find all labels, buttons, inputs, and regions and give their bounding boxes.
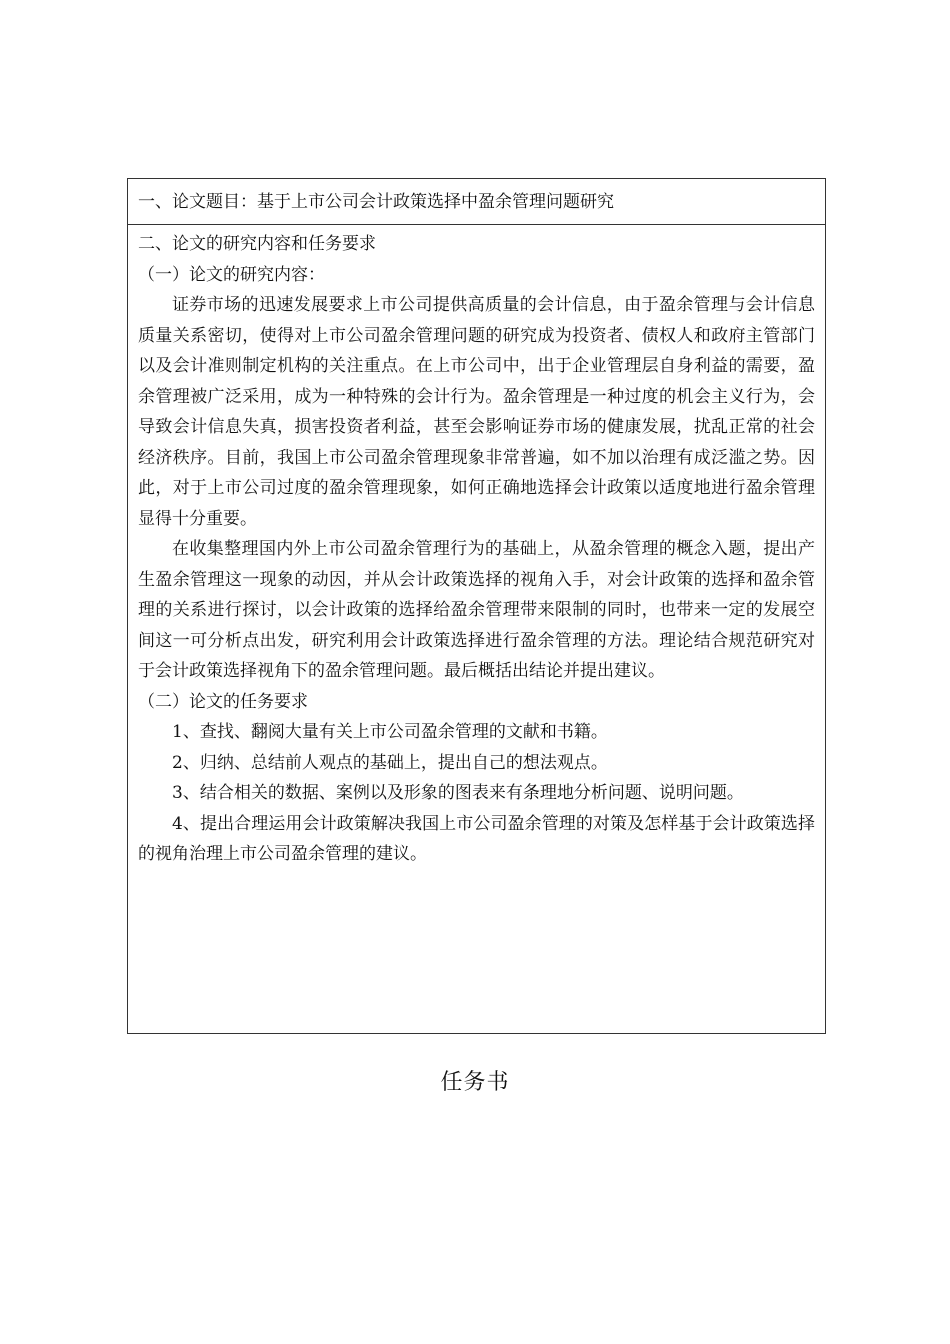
section-heading: 二、论文的研究内容和任务要求	[138, 234, 376, 254]
research-paragraph-1: 证券市场的迅速发展要求上市公司提供高质量的会计信息，由于盈余管理与会计信息质量关系密切，使得对上市公司盈余管理问题的研究成为投资者、债权人和政府主管部门以及会计准则制定机构的关注重点。在上市公司中，出于企业管理层自身利益的需要，盈余管理被广泛采用，成为一种特殊的会计行为。盈余管理是一种过度的机会主义行为，会导致会计信息失真，损害投资者利益，甚至会影响证券市场的健康发展，扰乱正常的社会经济秩序。目前，我国上市公司盈余管理现象非常普遍，如不加以治理有成泛滥之势。因此，对于上市公司过度的盈余管理现象，如何正确地选择会计政策以适度地进行盈余管理显得十分重要。	[138, 295, 815, 529]
task-item-4: 4、提出合理运用会计政策解决我国上市公司盈余管理的对策及怎样基于会计政策选择的视角治理上市公司盈余管理的建议。	[138, 813, 815, 864]
task-item-3: 3、结合相关的数据、案例以及形象的图表来有条理地分析问题、说明问题。	[172, 783, 744, 803]
research-content-cell	[128, 225, 825, 870]
task-form-table	[127, 178, 826, 1034]
research-paragraph-2: 在收集整理国内外上市公司盈余管理行为的基础上，从盈余管理的概念入题，提出产生盈余管理这一现象的动因，并从会计政策选择的视角入手，对会计政策的选择和盈余管理的关系进行探讨，以会计政策的选择给盈余管理带来限制的同时，也带来一定的发展空间这一可分析点出发，研究利用会计政策选择进行盈余管理的方法。理论结合规范研究对于会计政策选择视角下的盈余管理问题。最后概括出结论并提出建议。	[138, 539, 815, 681]
thesis-title-row: 一、论文题目：基于上市公司会计政策选择中盈余管理问题研究	[128, 179, 825, 225]
task-item-1: 1、查找、翻阅大量有关上市公司盈余管理的文献和书籍。	[172, 722, 608, 742]
research-content-heading: （一）论文的研究内容：	[138, 264, 325, 285]
task-heading: （二）论文的任务要求	[138, 691, 308, 712]
task-item-2: 2、归纳、总结前人观点的基础上，提出自己的想法观点。	[172, 752, 608, 773]
task-book-title: 任务书	[440, 1070, 510, 1095]
